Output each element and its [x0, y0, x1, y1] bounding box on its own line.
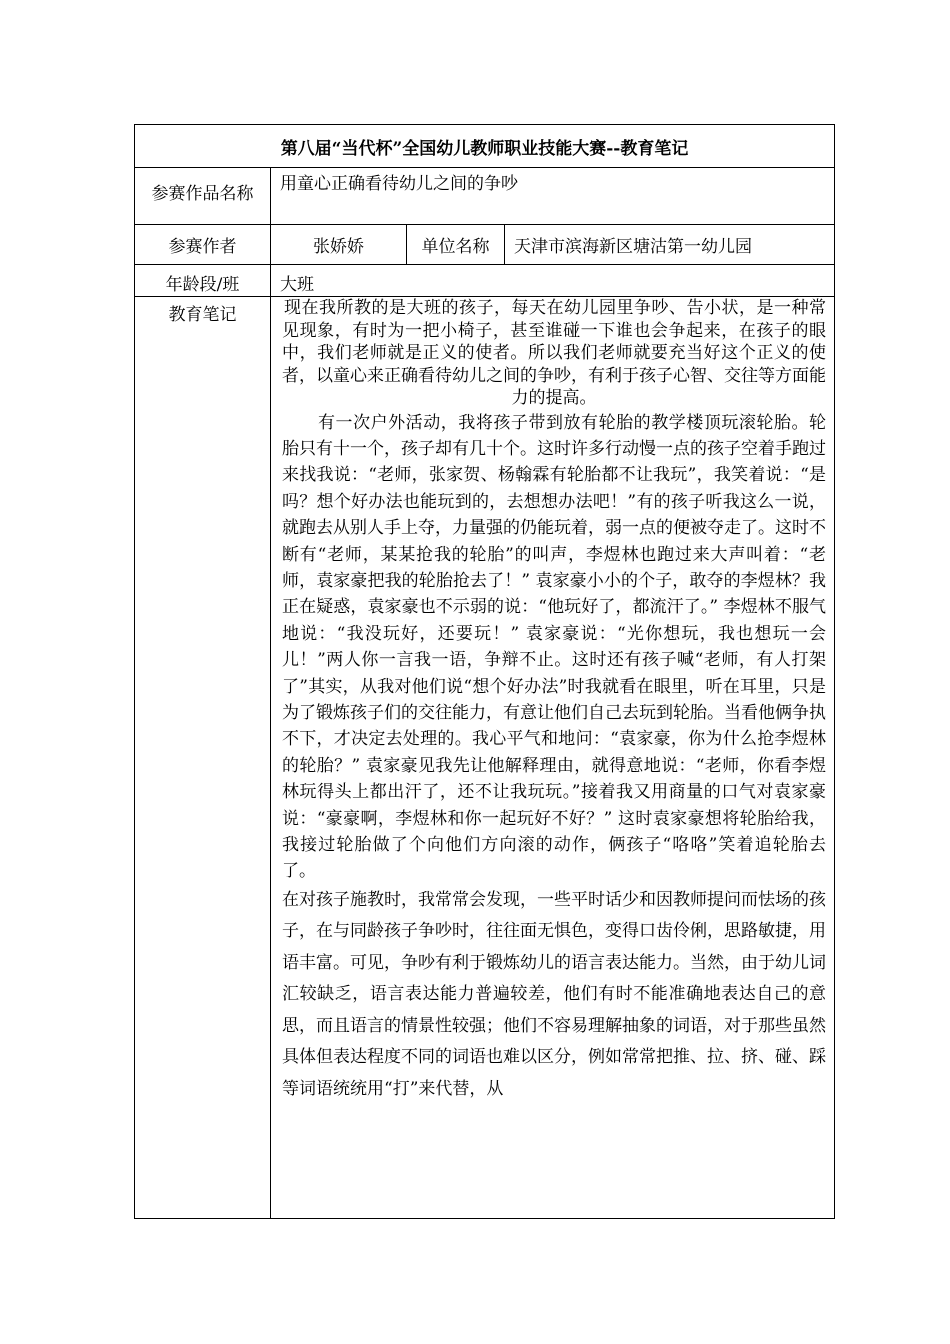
entry-name-row — [135, 168, 835, 225]
notes-paragraph-intro: 现在我所教的是大班的孩子，每天在幼儿园里争吵、告小状，是一种常见现象，有时为一把小椅子，甚至谁碰一下谁也会争起来，在孩子的眼中，我们老师就是正义的使者。所以我们老师就要充当好这个正义的使者，以童心来正确看待幼儿之间的争吵，有利于孩子心智、交往等方面能力的提高。 — [282, 298, 827, 408]
notes-paragraph-story: 有一次户外活动，我将孩子带到放有轮胎的教学楼顶玩滚轮胎。轮胎只有十一个，孩子却有几十个。这时许多行动慢一点的孩子空着手跑过来找我说：“老师，张家贺、杨翰霖有轮胎都不让我玩”，我笑着说：“是吗？想个好办法也能玩到的，去想想办法吧！”有的孩子听我这么一说，就跑去从别人手上夺，力量强的仍能玩着，弱一点的便被夺走了。这时不断有“老师，某某抢我的轮胎”的叫声，李煜林也跑过来大声叫着：“老师，袁家豪把我的轮胎抢去了！” 袁家豪小小的个子，敢夺的李煜林？我正在疑惑，袁家豪也不示弱的说：“他玩好了，都流汗了。” 李煜林不服气地说：“我没玩好，还要玩！” 袁家豪说：“光你想玩，我也想玩一会儿！”两人你一言我一语，争辩不止。这时还有孩子喊“老师，有人打架了”其实，从我对他们说“想个好办法”时我就看在眼里，听在耳里，只是为了锻炼孩子们的交往能力，有意让他们自己去玩到轮胎。当看他俩争执不下，才决定去处理的。我心平气和地问：“袁家豪，你为什么抢李煜林的轮胎？” 袁家豪见我先让他解释理由，就得意地说：“老师，你看李煜林玩得头上都出汗了，还不让我玩玩。”接着我又用商量的口气对袁家豪说：“豪豪啊，李煜林和你一起玩好不好？” 这时袁家豪想将轮胎给我，我接过轮胎做了个向他们方向滚的动作，俩孩子“咯咯”笑着追轮胎去了。 — [282, 412, 827, 882]
class-value: 大班 — [271, 265, 835, 297]
entry-name-label: 参赛作品名称 — [135, 168, 271, 225]
notes-body — [271, 297, 835, 1219]
author-row — [135, 225, 835, 265]
entry-name-value: 用童心正确看待幼儿之间的争吵 — [271, 168, 835, 225]
education-notes-form — [134, 124, 835, 1219]
class-row — [135, 265, 835, 297]
form-title: 第八届“当代杯”全国幼儿教师职业技能大赛--教育笔记 — [135, 125, 835, 168]
unit-label: 单位名称 — [407, 225, 505, 265]
notes-label: 教育笔记 — [135, 297, 271, 1219]
author-label: 参赛作者 — [135, 225, 271, 265]
author-value: 张娇娇 — [271, 225, 407, 265]
notes-row — [135, 297, 835, 1219]
class-label: 年龄段/班 — [135, 265, 271, 297]
notes-paragraph-reflection: 在对孩子施教时，我常常会发现，一些平时话少和因教师提问而怯场的孩子，在与同龄孩子争吵时，往往面无惧色，变得口齿伶俐，思路敏捷，用语丰富。可见，争吵有利于锻炼幼儿的语言表达能力。当然，由于幼儿词汇较缺乏，语言表达能力普遍较差，他们有时不能准确地表达自己的意思，而且语言的情景性较强；他们不容易理解抽象的词语，对于那些虽然具体但表达程度不同的词语也难以区分，例如常常把推、拉、挤、碰、踩等词语统统用“打”来代替，从 — [282, 889, 827, 1099]
unit-value: 天津市滨海新区塘沽第一幼儿园 — [505, 225, 835, 265]
title-row — [135, 125, 835, 168]
